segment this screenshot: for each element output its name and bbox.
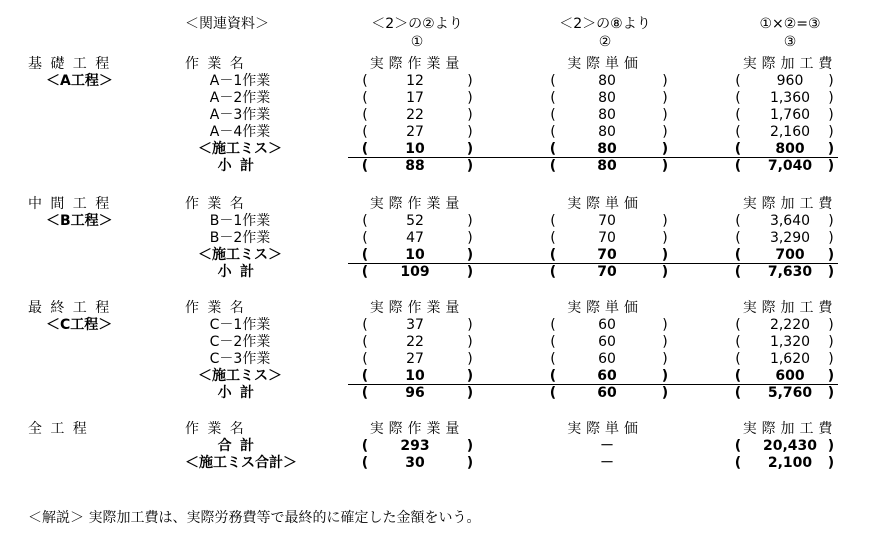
cell-cost: 600: [775, 368, 805, 384]
close-paren: ): [467, 317, 473, 333]
row-label: B－1作業: [209, 213, 271, 229]
row-label: A－2作業: [209, 90, 271, 106]
cell-price: 70: [597, 264, 617, 280]
close-paren: ): [466, 141, 474, 157]
cell-price: 60: [598, 351, 616, 367]
row-label: A－3作業: [209, 107, 271, 123]
close-paren: ): [827, 368, 835, 384]
open-paren: (: [361, 368, 369, 384]
open-paren: (: [734, 158, 742, 174]
cell-cost: 700: [775, 247, 805, 263]
process-code: ＜C工程＞: [46, 317, 113, 333]
total-header-qty: 実際作業量: [369, 421, 465, 437]
header-actual-cost: 実際加工費: [742, 300, 838, 316]
header-actual-qty: 実際作業量: [369, 56, 465, 72]
close-paren: ): [662, 213, 668, 229]
close-paren: ): [827, 158, 835, 174]
open-paren: (: [361, 385, 369, 401]
cell-price: 70: [598, 213, 616, 229]
open-paren: (: [549, 385, 557, 401]
cell-qty: 22: [406, 107, 424, 123]
cell-qty: 52: [406, 213, 424, 229]
cell-cost: 7,630: [767, 264, 813, 280]
cell-price: 80: [598, 124, 616, 140]
cell-cost: 1,620: [769, 351, 811, 367]
header-work-name: 作業名: [185, 56, 253, 72]
cell-cost: 7,040: [767, 158, 813, 174]
close-paren: ): [467, 334, 473, 350]
total-header-price: 実際単価: [567, 421, 643, 437]
header-actual-price: 実際単価: [567, 196, 643, 212]
close-paren: ): [466, 247, 474, 263]
row-label: ＜施工ミス＞: [198, 247, 282, 263]
open-paren: (: [361, 264, 369, 280]
open-paren: (: [361, 158, 369, 174]
col1-source: ＜2＞の②より: [371, 16, 463, 32]
open-paren: (: [735, 90, 741, 106]
cell-qty: 37: [406, 317, 424, 333]
cell-qty: 17: [406, 90, 424, 106]
cell-price: 70: [598, 230, 616, 246]
open-paren: (: [550, 230, 556, 246]
cell-price: －: [600, 438, 614, 454]
open-paren: (: [734, 455, 742, 471]
col2-number: ②: [598, 34, 612, 50]
close-paren: ): [827, 385, 835, 401]
cell-qty: 27: [406, 351, 424, 367]
cell-qty: 22: [406, 334, 424, 350]
cell-cost: 1,760: [769, 107, 811, 123]
open-paren: (: [362, 213, 368, 229]
close-paren: ): [467, 213, 473, 229]
open-paren: (: [361, 141, 369, 157]
total-header-work-name: 作業名: [185, 421, 253, 437]
close-paren: ): [466, 438, 474, 454]
cell-qty: 88: [405, 158, 425, 174]
open-paren: (: [550, 124, 556, 140]
header-actual-cost: 実際加工費: [742, 196, 838, 212]
cell-cost: 3,640: [769, 213, 811, 229]
total-header-cost: 実際加工費: [742, 421, 838, 437]
process-code: ＜A工程＞: [46, 73, 113, 89]
open-paren: (: [549, 264, 557, 280]
open-paren: (: [734, 385, 742, 401]
open-paren: (: [734, 368, 742, 384]
header-actual-qty: 実際作業量: [369, 300, 465, 316]
open-paren: (: [735, 230, 741, 246]
col2-source: ＜2＞の⑧より: [559, 16, 651, 32]
open-paren: (: [362, 317, 368, 333]
close-paren: ): [662, 124, 668, 140]
close-paren: ): [466, 368, 474, 384]
close-paren: ): [466, 385, 474, 401]
close-paren: ): [827, 438, 835, 454]
open-paren: (: [735, 107, 741, 123]
close-paren: ): [466, 455, 474, 471]
open-paren: (: [362, 351, 368, 367]
close-paren: ): [467, 124, 473, 140]
cell-cost: 3,290: [769, 230, 811, 246]
row-label: A－4作業: [209, 124, 271, 140]
close-paren: ): [662, 107, 668, 123]
open-paren: (: [734, 141, 742, 157]
open-paren: (: [735, 351, 741, 367]
open-paren: (: [735, 213, 741, 229]
cell-qty: 47: [406, 230, 424, 246]
close-paren: ): [827, 247, 835, 263]
col3-number: ③: [783, 34, 797, 50]
header-actual-cost: 実際加工費: [742, 56, 838, 72]
close-paren: ): [827, 264, 835, 280]
open-paren: (: [550, 73, 556, 89]
related-materials-label: ＜関連資料＞: [185, 16, 269, 32]
open-paren: (: [734, 438, 742, 454]
close-paren: ): [467, 73, 473, 89]
cell-price: 80: [598, 73, 616, 89]
row-label: 小計: [217, 385, 263, 401]
cell-price: －: [600, 455, 614, 471]
col1-number: ①: [410, 34, 424, 50]
close-paren: ): [828, 213, 834, 229]
cell-qty: 96: [405, 385, 425, 401]
open-paren: (: [361, 247, 369, 263]
close-paren: ): [828, 107, 834, 123]
cell-cost: 1,320: [769, 334, 811, 350]
close-paren: ): [661, 141, 669, 157]
open-paren: (: [362, 90, 368, 106]
cell-qty: 30: [405, 455, 425, 471]
row-label: ＜施工ミス合計＞: [185, 455, 297, 471]
row-label: ＜施工ミス＞: [198, 141, 282, 157]
close-paren: ): [662, 73, 668, 89]
row-label: C－1作業: [209, 317, 271, 333]
cell-cost: 1,360: [769, 90, 811, 106]
cell-price: 80: [597, 158, 617, 174]
open-paren: (: [735, 73, 741, 89]
row-label: 小計: [217, 264, 263, 280]
row-label: ＜施工ミス＞: [198, 368, 282, 384]
cell-price: 60: [597, 385, 617, 401]
close-paren: ): [828, 124, 834, 140]
close-paren: ): [828, 351, 834, 367]
process-name: 中間工程: [28, 196, 118, 212]
close-paren: ): [466, 158, 474, 174]
open-paren: (: [362, 230, 368, 246]
open-paren: (: [735, 334, 741, 350]
process-code: ＜B工程＞: [46, 213, 113, 229]
close-paren: ): [467, 351, 473, 367]
close-paren: ): [661, 385, 669, 401]
open-paren: (: [362, 124, 368, 140]
cell-cost: 2,220: [769, 317, 811, 333]
close-paren: ): [828, 73, 834, 89]
close-paren: ): [828, 230, 834, 246]
cell-price: 80: [598, 107, 616, 123]
close-paren: ): [467, 90, 473, 106]
total-name: 全工程: [28, 421, 96, 437]
row-label: 小計: [217, 158, 263, 174]
close-paren: ): [827, 455, 835, 471]
col3-formula: ①×②=③: [759, 16, 821, 32]
close-paren: ): [828, 334, 834, 350]
open-paren: (: [550, 90, 556, 106]
cell-qty: 12: [406, 73, 424, 89]
open-paren: (: [549, 158, 557, 174]
close-paren: ): [467, 230, 473, 246]
header-work-name: 作業名: [185, 300, 253, 316]
cell-qty: 109: [400, 264, 430, 280]
close-paren: ): [828, 317, 834, 333]
header-work-name: 作業名: [185, 196, 253, 212]
open-paren: (: [550, 213, 556, 229]
open-paren: (: [734, 247, 742, 263]
close-paren: ): [662, 351, 668, 367]
open-paren: (: [735, 124, 741, 140]
cell-cost: 5,760: [767, 385, 813, 401]
close-paren: ): [662, 230, 668, 246]
process-name: 基礎工程: [28, 56, 118, 72]
close-paren: ): [661, 158, 669, 174]
cell-price: 70: [597, 247, 617, 263]
close-paren: ): [828, 90, 834, 106]
row-label: C－3作業: [209, 351, 271, 367]
cell-price: 80: [598, 90, 616, 106]
open-paren: (: [361, 438, 369, 454]
cell-cost: 20,430: [762, 438, 818, 454]
cell-qty: 10: [405, 141, 425, 157]
open-paren: (: [549, 247, 557, 263]
header-actual-qty: 実際作業量: [369, 196, 465, 212]
cell-price: 60: [598, 334, 616, 350]
open-paren: (: [362, 73, 368, 89]
open-paren: (: [361, 455, 369, 471]
cell-qty: 10: [405, 247, 425, 263]
close-paren: ): [661, 264, 669, 280]
cell-cost: 2,160: [769, 124, 811, 140]
cell-cost: 2,100: [767, 455, 813, 471]
open-paren: (: [550, 334, 556, 350]
close-paren: ): [466, 264, 474, 280]
open-paren: (: [362, 334, 368, 350]
cell-price: 60: [597, 368, 617, 384]
row-label: C－2作業: [209, 334, 271, 350]
close-paren: ): [467, 107, 473, 123]
open-paren: (: [550, 351, 556, 367]
close-paren: ): [827, 141, 835, 157]
open-paren: (: [362, 107, 368, 123]
open-paren: (: [549, 368, 557, 384]
cell-qty: 10: [405, 368, 425, 384]
close-paren: ): [661, 368, 669, 384]
close-paren: ): [662, 317, 668, 333]
header-actual-price: 実際単価: [567, 300, 643, 316]
open-paren: (: [735, 317, 741, 333]
process-name: 最終工程: [28, 300, 118, 316]
row-label: A－1作業: [209, 73, 271, 89]
cell-price: 60: [598, 317, 616, 333]
cell-cost: 960: [776, 73, 804, 89]
open-paren: (: [550, 317, 556, 333]
open-paren: (: [549, 141, 557, 157]
row-label: 合計: [217, 438, 263, 454]
footnote: ＜解説＞ 実際加工費は、実際労務費等で最終的に確定した金額をいう。: [28, 510, 481, 526]
cell-qty: 293: [400, 438, 430, 454]
cell-qty: 27: [406, 124, 424, 140]
open-paren: (: [550, 107, 556, 123]
open-paren: (: [734, 264, 742, 280]
close-paren: ): [662, 334, 668, 350]
close-paren: ): [662, 90, 668, 106]
header-actual-price: 実際単価: [567, 56, 643, 72]
cell-cost: 800: [775, 141, 805, 157]
close-paren: ): [661, 247, 669, 263]
cell-price: 80: [597, 141, 617, 157]
row-label: B－2作業: [209, 230, 271, 246]
